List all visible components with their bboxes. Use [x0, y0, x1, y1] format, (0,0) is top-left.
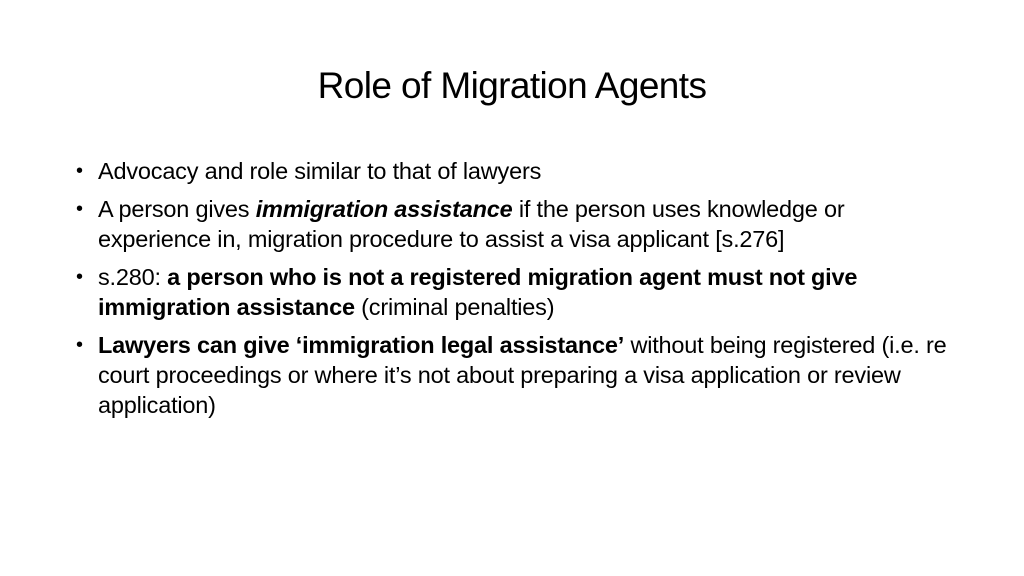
bullet-icon: • — [76, 160, 83, 182]
bullet-list — [72, 156, 962, 428]
bullet-emphasis: Lawyers can give ‘immigration legal assistance’ — [98, 332, 625, 358]
bullet-icon: • — [76, 198, 83, 220]
bullet-text: (criminal penalties) — [354, 294, 555, 320]
bullet-item — [72, 330, 962, 420]
slide-title: Role of Migration Agents — [317, 65, 707, 106]
bullet-text: Advocacy and role similar to that of lawyers — [98, 158, 542, 184]
bullet-text: if the person uses knowledge or experience in, migration procedure to assist a visa applicant [s.276] — [98, 196, 845, 252]
bullet-text: s.280: — [98, 264, 168, 290]
bullet-emphasis: a person who is not a registered migration agent must not give immigration assistance — [98, 264, 858, 320]
bullet-text: A person gives — [98, 196, 256, 222]
bullet-item — [72, 262, 962, 322]
bullet-text: without being registered (i.e. re court proceedings or where it’s not about preparing a visa application or review application) — [98, 332, 947, 418]
bullet-item — [72, 156, 962, 186]
bullet-item — [72, 194, 962, 254]
bullet-emphasis: immigration assistance — [255, 196, 513, 222]
bullet-icon: • — [76, 266, 83, 288]
bullet-icon: • — [76, 334, 83, 356]
